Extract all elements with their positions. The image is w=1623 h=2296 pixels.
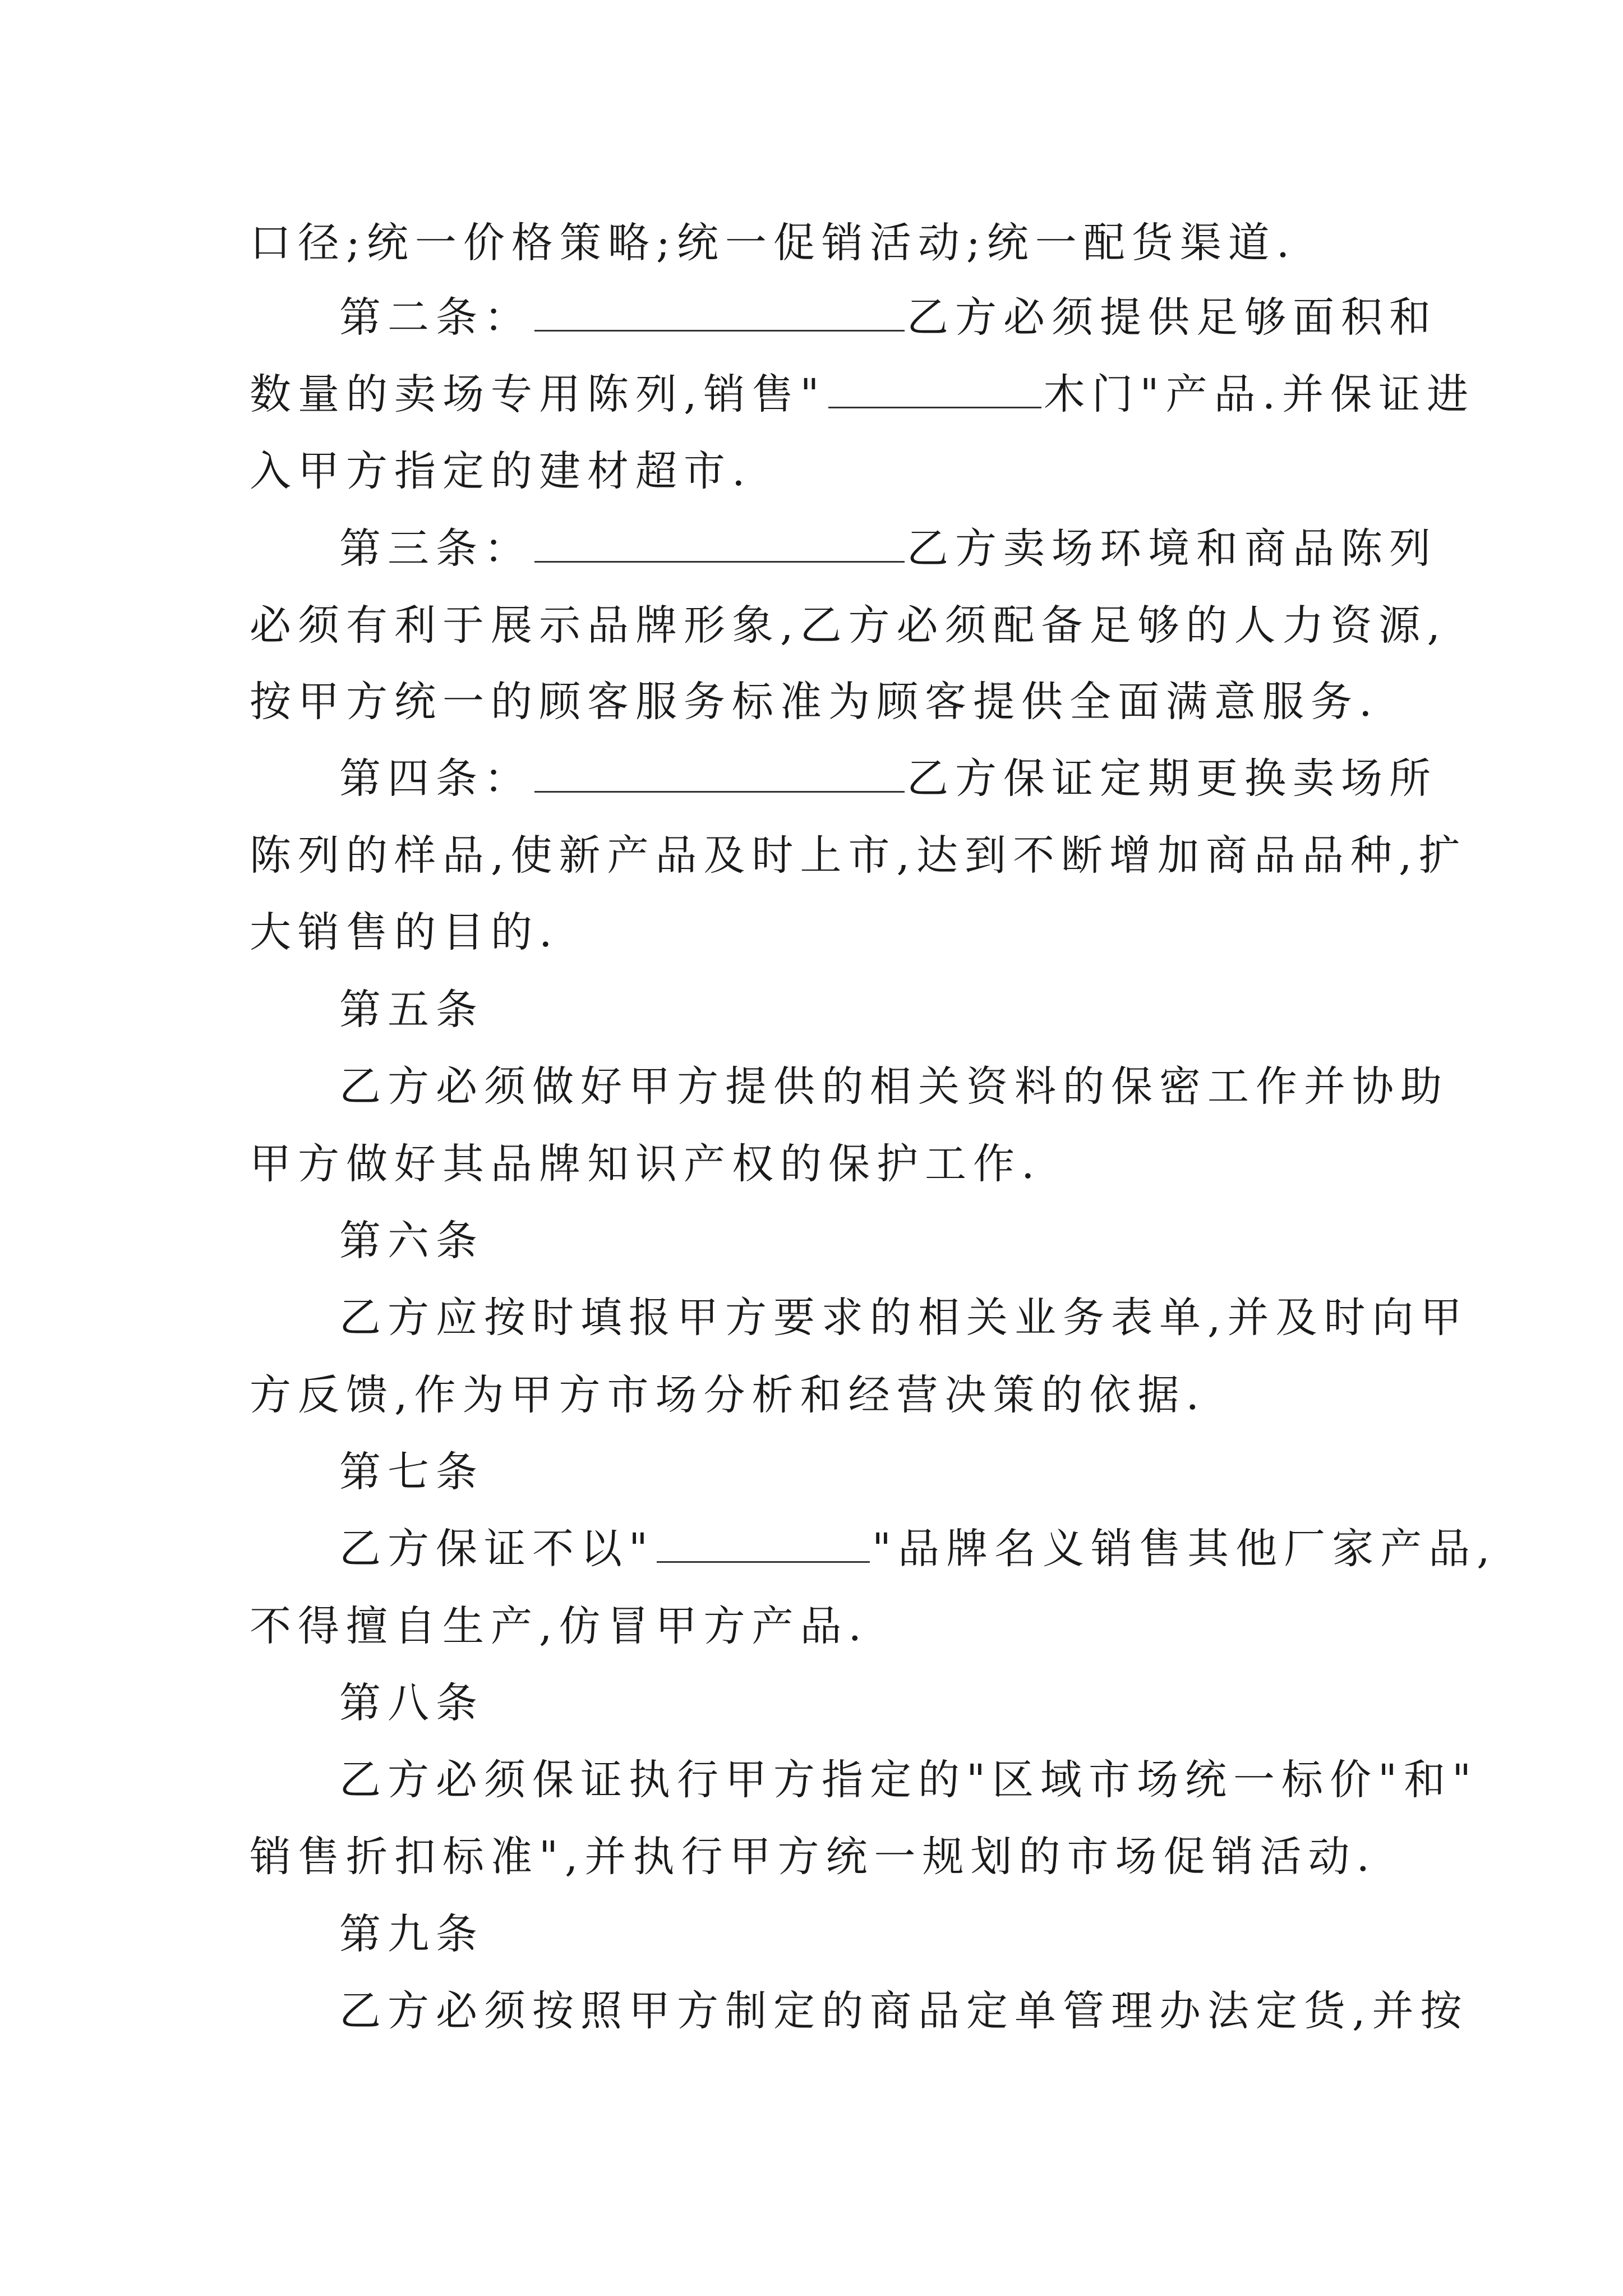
text-line: 按甲方统一的顾客服务标准为顾客提供全面满意服务. <box>250 678 1379 726</box>
text-line: 乙方必须按照甲方制定的商品定单管理办法定货,并按 <box>339 1987 1469 2035</box>
text-line: 必须有利于展示品牌形象,乙方必须配备足够的人力资源, <box>250 601 1447 650</box>
fill-in-blank[interactable] <box>534 295 905 332</box>
clause-7-line-1 <box>339 1522 1497 1576</box>
text-line: 大销售的目的. <box>250 908 559 956</box>
text-line: 乙方必须保证执行甲方指定的"区域市场统一标价"和" <box>339 1756 1478 1804</box>
text-fragment: 乙方保证不以" <box>339 1525 655 1573</box>
clause-2-line-1 <box>339 291 1437 344</box>
clause-6-heading: 第六条 <box>339 1217 484 1265</box>
text-fragment: 乙方必须提供足够面积和 <box>907 293 1437 342</box>
clause-2-line-2 <box>250 367 1475 421</box>
clause-5-heading: 第五条 <box>339 986 484 1034</box>
clause-7-heading: 第七条 <box>339 1448 484 1496</box>
text-line: 方反馈,作为甲方市场分析和经营决策的依据. <box>250 1371 1206 1419</box>
text-line: 陈列的样品,使新产品及时上市,达到不断增加商品品种,扩 <box>250 831 1467 880</box>
clause-4-heading: 第四条： <box>339 754 532 803</box>
clause-9-heading: 第九条 <box>339 1910 484 1958</box>
clause-2-heading: 第二条： <box>339 293 532 342</box>
text-fragment: 数量的卖场专用陈列,销售" <box>250 370 826 418</box>
text-line: 不得擅自生产,仿冒甲方产品. <box>250 1602 869 1650</box>
text-line: 入甲方指定的建材超市. <box>250 447 752 495</box>
clause-3-line-1 <box>339 522 1437 576</box>
clause-3-heading: 第三条： <box>339 524 532 573</box>
clause-4-line-1 <box>339 752 1437 806</box>
clause-8-heading: 第八条 <box>339 1679 484 1727</box>
text-line: 口径;统一价格策略;统一促销活动;统一配货渠道. <box>250 219 1297 267</box>
text-line: 乙方必须做好甲方提供的相关资料的保密工作并协助 <box>339 1062 1449 1111</box>
fill-in-blank[interactable] <box>534 526 905 563</box>
fill-in-blank[interactable] <box>657 1526 870 1563</box>
text-fragment: 乙方保证定期更换卖场所 <box>907 754 1437 803</box>
fill-in-blank[interactable] <box>534 756 905 793</box>
text-line: 甲方做好其品牌知识产权的保护工作. <box>250 1140 1041 1188</box>
text-fragment: "品牌名义销售其他厂家产品, <box>872 1525 1497 1573</box>
text-fragment: 木门"产品.并保证进 <box>1043 370 1476 418</box>
text-fragment: 乙方卖场环境和商品陈列 <box>907 524 1437 573</box>
text-line: 销售折扣标准",并执行甲方统一规划的市场促销活动. <box>250 1833 1377 1881</box>
fill-in-blank[interactable] <box>828 372 1041 408</box>
text-line: 乙方应按时填报甲方要求的相关业务表单,并及时向甲 <box>339 1294 1469 1342</box>
